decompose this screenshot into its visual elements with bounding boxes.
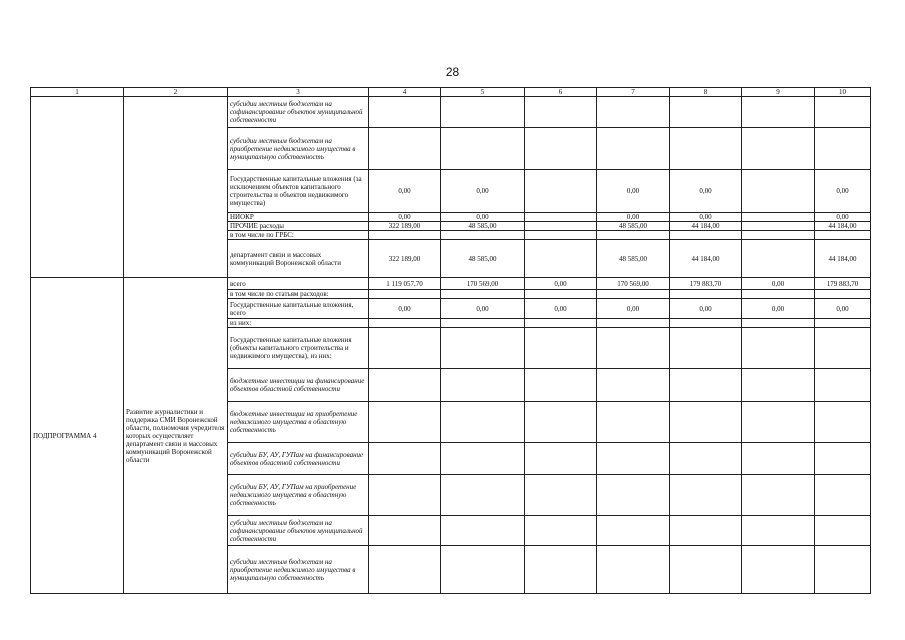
value-cell bbox=[597, 97, 670, 128]
expense-label: в том числе по ГРБС: bbox=[228, 231, 369, 240]
value-cell: 0,00 bbox=[815, 213, 871, 222]
value-cell bbox=[525, 328, 597, 369]
value-cell bbox=[670, 231, 742, 240]
value-cell: 0,00 bbox=[369, 299, 441, 319]
value-cell bbox=[525, 231, 597, 240]
value-cell bbox=[369, 369, 441, 402]
value-cell: 44 184,00 bbox=[670, 222, 742, 231]
value-cell: 0,00 bbox=[441, 299, 525, 319]
value-cell bbox=[742, 231, 815, 240]
table-row bbox=[31, 278, 871, 290]
value-cell: 0,00 bbox=[369, 170, 441, 213]
column-number: 2 bbox=[124, 88, 228, 97]
expense-label: бюджетные инвестиции на приобретение недвижимого имущества в областную собственность bbox=[228, 402, 369, 443]
value-cell bbox=[369, 475, 441, 516]
value-cell: 44 184,00 bbox=[670, 240, 742, 278]
value-cell bbox=[525, 222, 597, 231]
value-cell bbox=[441, 328, 525, 369]
expense-label: бюджетные инвестиции на финансирование объектов областной собственности bbox=[228, 369, 369, 402]
column-number: 3 bbox=[228, 88, 369, 97]
column-number: 4 bbox=[369, 88, 441, 97]
value-cell bbox=[441, 475, 525, 516]
value-cell bbox=[525, 475, 597, 516]
value-cell: 48 585,00 bbox=[441, 240, 525, 278]
value-cell bbox=[597, 475, 670, 516]
budget-table bbox=[30, 87, 871, 594]
column-number: 10 bbox=[815, 88, 871, 97]
value-cell bbox=[369, 546, 441, 594]
table-row bbox=[31, 97, 871, 128]
value-cell bbox=[742, 443, 815, 475]
value-cell: 48 585,00 bbox=[597, 222, 670, 231]
program-name-cell: Развитие журналистики и поддержка СМИ Воронежской области, полномочия учредителя которых осуществляет департамент связи и массовых коммуникаций Воронежской области bbox=[124, 278, 228, 594]
subprogram-4-block bbox=[31, 278, 871, 594]
value-cell bbox=[369, 290, 441, 299]
value-cell bbox=[525, 240, 597, 278]
value-cell: 0,00 bbox=[815, 299, 871, 319]
value-cell bbox=[670, 319, 742, 328]
value-cell bbox=[815, 475, 871, 516]
value-cell bbox=[525, 128, 597, 170]
value-cell bbox=[742, 170, 815, 213]
value-cell bbox=[815, 319, 871, 328]
value-cell bbox=[369, 231, 441, 240]
value-cell bbox=[742, 97, 815, 128]
value-cell bbox=[815, 369, 871, 402]
value-cell bbox=[441, 231, 525, 240]
value-cell bbox=[525, 369, 597, 402]
value-cell bbox=[670, 128, 742, 170]
value-cell: 0,00 bbox=[597, 170, 670, 213]
expense-label: субсидии местным бюджетам на софинансирование объектов муниципальной собственности bbox=[228, 97, 369, 128]
value-cell bbox=[815, 402, 871, 443]
value-cell bbox=[597, 516, 670, 546]
value-cell: 0,00 bbox=[369, 213, 441, 222]
expense-label: субсидии местным бюджетам на приобретение недвижимого имущества в муниципальную собственность bbox=[228, 546, 369, 594]
value-cell bbox=[597, 231, 670, 240]
program-name-cell bbox=[124, 97, 228, 278]
page-number: 28 bbox=[445, 65, 460, 79]
value-cell bbox=[815, 128, 871, 170]
value-cell bbox=[597, 290, 670, 299]
value-cell: 322 189,00 bbox=[369, 222, 441, 231]
value-cell bbox=[525, 402, 597, 443]
value-cell bbox=[525, 516, 597, 546]
value-cell bbox=[441, 516, 525, 546]
value-cell bbox=[441, 290, 525, 299]
value-cell: 0,00 bbox=[742, 299, 815, 319]
value-cell bbox=[369, 328, 441, 369]
value-cell bbox=[597, 128, 670, 170]
value-cell: 170 569,00 bbox=[597, 278, 670, 290]
value-cell bbox=[742, 369, 815, 402]
value-cell: 1 119 057,70 bbox=[369, 278, 441, 290]
column-number: 8 bbox=[670, 88, 742, 97]
value-cell bbox=[815, 516, 871, 546]
value-cell bbox=[670, 290, 742, 299]
expense-label: субсидии БУ, АУ, ГУПам на финансирование объектов областной собственности bbox=[228, 443, 369, 475]
value-cell bbox=[525, 546, 597, 594]
value-cell bbox=[742, 240, 815, 278]
value-cell bbox=[670, 402, 742, 443]
value-cell bbox=[670, 516, 742, 546]
value-cell bbox=[525, 213, 597, 222]
expense-label: Государственные капитальные вложения, всего bbox=[228, 299, 369, 319]
value-cell bbox=[525, 319, 597, 328]
value-cell: 0,00 bbox=[597, 213, 670, 222]
value-cell: 179 883,70 bbox=[670, 278, 742, 290]
value-cell: 44 184,00 bbox=[815, 222, 871, 231]
expense-label: Государственные капитальные вложения (объекты капитального строительства и недвижимого имущества), из них: bbox=[228, 328, 369, 369]
value-cell bbox=[742, 290, 815, 299]
value-cell: 0,00 bbox=[670, 170, 742, 213]
value-cell: 170 569,00 bbox=[441, 278, 525, 290]
value-cell bbox=[441, 128, 525, 170]
value-cell bbox=[670, 369, 742, 402]
value-cell bbox=[815, 231, 871, 240]
value-cell: 0,00 bbox=[441, 213, 525, 222]
expense-label: субсидии БУ, АУ, ГУПам на приобретение недвижимого имущества в областную собственность bbox=[228, 475, 369, 516]
value-cell bbox=[742, 475, 815, 516]
program-code-cell: ПОДПРОГРАММА 4 bbox=[31, 278, 124, 594]
expense-label: из них: bbox=[228, 319, 369, 328]
expense-label: всего bbox=[228, 278, 369, 290]
value-cell bbox=[441, 443, 525, 475]
value-cell: 0,00 bbox=[815, 170, 871, 213]
column-number: 7 bbox=[597, 88, 670, 97]
value-cell bbox=[742, 402, 815, 443]
value-cell bbox=[441, 319, 525, 328]
value-cell bbox=[369, 319, 441, 328]
value-cell bbox=[742, 319, 815, 328]
value-cell bbox=[525, 290, 597, 299]
expense-label: субсидии местным бюджетам на софинансирование объектов муниципальной собственности bbox=[228, 516, 369, 546]
value-cell bbox=[369, 97, 441, 128]
value-cell: 0,00 bbox=[670, 299, 742, 319]
expense-label: субсидии местным бюджетам на приобретение недвижимого имущества в муниципальную собственность bbox=[228, 128, 369, 170]
column-number: 5 bbox=[441, 88, 525, 97]
column-number: 1 bbox=[31, 88, 124, 97]
value-cell bbox=[742, 546, 815, 594]
value-cell bbox=[815, 290, 871, 299]
column-number: 6 bbox=[525, 88, 597, 97]
value-cell bbox=[525, 97, 597, 128]
value-cell bbox=[670, 443, 742, 475]
value-cell bbox=[742, 213, 815, 222]
expense-label: в том числе по статьям расходов: bbox=[228, 290, 369, 299]
value-cell: 0,00 bbox=[441, 170, 525, 213]
expense-label: НИОКР bbox=[228, 213, 369, 222]
value-cell: 0,00 bbox=[742, 278, 815, 290]
value-cell bbox=[597, 319, 670, 328]
value-cell bbox=[369, 128, 441, 170]
value-cell bbox=[441, 97, 525, 128]
value-cell bbox=[369, 402, 441, 443]
column-numbers-row bbox=[31, 88, 871, 97]
value-cell bbox=[670, 97, 742, 128]
previous-program-block bbox=[31, 97, 871, 278]
value-cell bbox=[369, 516, 441, 546]
value-cell: 322 189,00 bbox=[369, 240, 441, 278]
value-cell: 179 883,70 bbox=[815, 278, 871, 290]
value-cell bbox=[742, 516, 815, 546]
value-cell bbox=[597, 402, 670, 443]
value-cell bbox=[742, 328, 815, 369]
value-cell bbox=[441, 402, 525, 443]
value-cell: 0,00 bbox=[525, 278, 597, 290]
value-cell bbox=[441, 369, 525, 402]
value-cell: 44 184,00 bbox=[815, 240, 871, 278]
value-cell bbox=[815, 97, 871, 128]
column-number: 9 bbox=[742, 88, 815, 97]
value-cell: 0,00 bbox=[597, 299, 670, 319]
expense-label: ПРОЧИЕ расходы bbox=[228, 222, 369, 231]
value-cell bbox=[670, 328, 742, 369]
value-cell: 48 585,00 bbox=[597, 240, 670, 278]
value-cell: 0,00 bbox=[525, 299, 597, 319]
value-cell bbox=[670, 546, 742, 594]
expense-label: Государственные капитальные вложения (за исключением объектов капитального строительства и объектов недвижимого имущества) bbox=[228, 170, 369, 213]
value-cell bbox=[815, 328, 871, 369]
value-cell bbox=[597, 328, 670, 369]
value-cell bbox=[815, 546, 871, 594]
value-cell: 0,00 bbox=[670, 213, 742, 222]
value-cell bbox=[670, 475, 742, 516]
value-cell bbox=[525, 170, 597, 213]
expense-label: департамент связи и массовых коммуникаций Воронежской области bbox=[228, 240, 369, 278]
value-cell bbox=[597, 546, 670, 594]
value-cell bbox=[597, 369, 670, 402]
value-cell bbox=[369, 443, 441, 475]
value-cell bbox=[525, 443, 597, 475]
value-cell: 48 585,00 bbox=[441, 222, 525, 231]
value-cell bbox=[597, 443, 670, 475]
value-cell bbox=[815, 443, 871, 475]
value-cell bbox=[742, 222, 815, 231]
value-cell bbox=[742, 128, 815, 170]
program-code-cell bbox=[31, 97, 124, 278]
value-cell bbox=[441, 546, 525, 594]
